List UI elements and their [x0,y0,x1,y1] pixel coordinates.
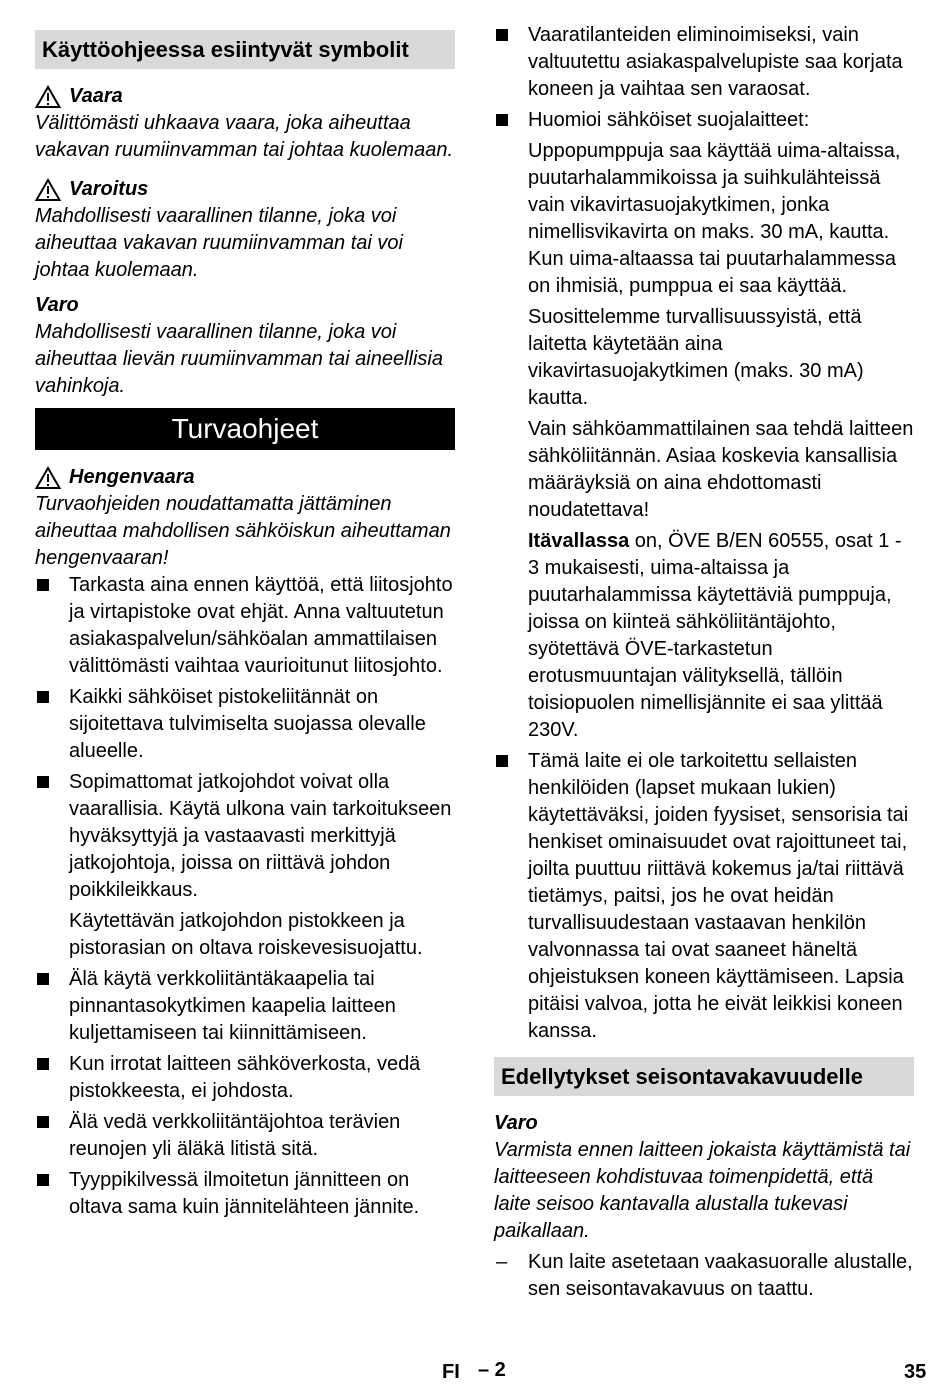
list-item [35,684,455,765]
bullet-square-icon [37,1174,49,1186]
list-item-text: Älä vedä verkkoliitäntäjohtoa terävien reunojen yli äläkä litistä sitä. [69,1111,401,1160]
paragraph [528,528,914,744]
bullet-square-icon [37,1116,49,1128]
bullet-square-icon [37,579,49,591]
caution-text: Mahdollisesti vaarallinen tilanne, joka voi aiheuttaa lievän ruumiinvamman tai aineellisia vahinkoja. [35,321,443,397]
bullet-square-icon [496,755,508,767]
paragraph-rest: on, ÖVE B/EN 60555, osat 1 - 3 mukaisesti, uima-altaissa ja puutarhalammissa käytettäviä pumppuja, joissa on kiinteä sähköliitäntäjohto, syötettävä ÖVE-tarkastetun erotusmuuntajan välityksellä, tällöin toisiopuolen nimellisjännite ei saa ylittää 230V. [528,530,902,741]
country-bold: Itävallassa [528,530,630,552]
list-item-text: Tämä laite ei ole tarkoitettu sellaisten henkilöiden (lapset mukaan lukien) käytettäväksi, joiden fyysiset, sensorisia tai henkiset ominaisuudet ovat rajoittuneet tai, joilta puuttuu riittävä kokemus ja/tai riittävä tietämys, paitsi, jos he ovat heidän turvallisuudestaan vastaavan henkilön valvonnassa tai ovat saaneet häneltä ohjeistuksen koneen käyttämiseen. Lapsia pitäisi valvoa, jotta he eivät leikkisi koneen kanssa. [528,750,909,1042]
list-item [35,966,455,1047]
list-item [35,1051,455,1105]
danger-title-row [35,83,455,110]
danger-text: Välittömästi uhkaava vaara, joka aiheuttaa vakavan ruumiinvamman tai johtaa kuolemaan. [35,112,453,161]
life-danger-text: Turvaohjeiden noudattamatta jättäminen aiheuttaa mahdollisen sähköiskun aiheuttaman hengenvaaran! [35,493,451,569]
list-item-text: Kaikki sähköiset pistokeliitännät on sijoitettava tulvimiselta suojassa olevalle alueelle. [69,686,426,762]
list-item [494,107,914,744]
list-item [35,1167,455,1221]
safety-heading: Turvaohjeet [35,408,455,450]
warning-triangle-icon [35,466,61,490]
warning-text: Mahdollisesti vaarallinen tilanne, joka voi aiheuttaa vakavan ruumiinvamman tai voi johtaa kuolemaan. [35,205,403,281]
stability-heading: Edellytykset seisontavakavuudelle [494,1057,914,1096]
list-item [35,572,455,680]
list-item [494,748,914,1045]
danger-title: Vaara [69,85,123,107]
list-item-text: Kun laite asetetaan vaakasuoralle alustalle, sen seisontavakavuus on taattu. [528,1251,913,1300]
dash-list [494,1249,914,1303]
symbols-heading: Käyttöohjeessa esiintyvät symbolit [35,30,455,69]
list-item-text: Huomioi sähköiset suojalaitteet: [528,109,810,131]
page-number: 35 [904,1361,927,1383]
list-item [35,1109,455,1163]
bullet-square-icon [496,114,508,126]
caution-text: Varmista ennen laitteen jokaista käyttämistä tai laitteeseen kohdistuvaa toimenpidettä, että laite seisoo kantavalla alustalla tukevasi paikallaan. [494,1139,911,1242]
list-item-text: Vaaratilanteiden eliminoimiseksi, vain valtuutettu asiakaspalvelupiste saa korjata koneen ja vaihtaa sen varaosat. [528,24,903,100]
list-item [494,22,914,103]
safety-list [35,572,455,1221]
list-item-text: Älä käytä verkkoliitäntäkaapelia tai pinnantasokytkimen kaapelia laitteen kuljettamiseen tai kiinnittämiseen. [69,968,396,1044]
warning-triangle-icon [35,85,61,109]
list-item-text: Tyyppikilvessä ilmoitetun jännitteen on oltava sama kuin jännitelähteen jännite. [69,1169,420,1218]
footer-language: FI [442,1361,460,1383]
paragraph: Suosittelemme turvallisuussyistä, että laitetta käytetään aina vikavirtasuojakytkimen (maks. 30 mA) kautta. [528,306,864,409]
bullet-square-icon [37,1058,49,1070]
paragraph: Uppopumppuja saa käyttää uima-altaissa, puutarhalammikoissa ja suihkulähteissä vain vikavirtasuojakytkimen, jonka nimellisvikavirta on maks. 30 mA, kautta. Kun uima-altaassa tai puutarhalammessa on ihmisiä, pumppua ei saa käyttää. [528,140,901,297]
list-item [494,1249,914,1303]
right-column [494,22,914,1307]
list-item-text: Tarkasta aina ennen käyttöä, että liitosjohto ja virtapistoke ovat ehjät. Anna valtuutetun asiakaspalvelun/sähköalan ammattilaisen välittömästi vaihtaa vaurioitunut liitosjohto. [69,574,453,677]
warning-title-row [35,176,455,203]
left-column [35,22,455,1225]
list-item-extra-text: Käytettävän jatkojohdon pistokkeen ja pistorasian on oltava roiskevesisuojattu. [69,910,423,959]
right-list [494,22,914,1045]
list-item-text: Kun irrotat laitteen sähköverkosta, vedä pistokkeesta, ei johdosta. [69,1053,421,1102]
footer-section-number: – 2 [478,1359,506,1381]
list-item-text: Sopimattomat jatkojohdot voivat olla vaarallisia. Käytä ulkona vain tarkoitukseen hyväksyttyjä ja vastaavasti merkittyjä jatkojohtoja, joissa on riittävä johdon poikkileikkaus. [69,771,452,901]
warning-title: Varoitus [69,178,149,200]
bullet-square-icon [37,691,49,703]
dash-marker: – [496,1251,508,1273]
bullet-square-icon [37,973,49,985]
warning-triangle-icon [35,178,61,202]
life-danger-title: Hengenvaara [69,466,195,488]
life-danger-title-row [35,464,455,491]
caution-title: Varo [35,294,79,316]
bullet-square-icon [496,29,508,41]
bullet-square-icon [37,776,49,788]
list-item [35,769,455,962]
caution-title: Varo [494,1112,538,1134]
paragraph: Vain sähköammattilainen saa tehdä laitteen sähköliitännän. Asiaa koskevia kansallisia määräyksiä on aina ehdottomasti noudatettava! [528,418,914,521]
